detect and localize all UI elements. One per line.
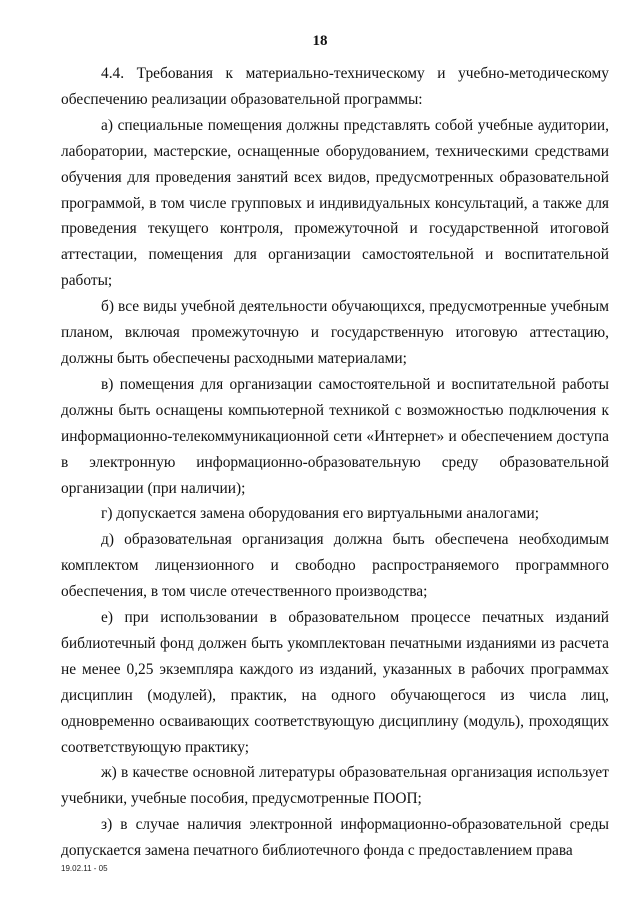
section-heading-paragraph: 4.4. Требования к материально-техническому и учебно-методическому обеспечению реализации образовательной программы: [61,65,609,108]
list-item-d: д) образовательная организация должна быть обеспечена необходимым комплектом лицензионного и свободно распространяемого программного обеспечения, в том числе отечественного производства; [61,531,609,601]
list-item-e: е) при использовании в образовательном процессе печатных изданий библиотечный фонд должен быть укомплектован печатными изданиями из расчета не менее 0,25 экземпляра каждого из изданий, указанных в рабочих программах дисциплин (модулей), практик, на одного обучающегося из числа лиц, одновременно осваивающих соответствующую дисциплину (модуль), проходящих соответствующую практику; [61,609,609,756]
list-item-zh: ж) в качестве основной литературы образовательная организация использует учебники, учебные пособия, предусмотренные ПООП; [61,764,609,808]
list-item-a: а) специальные помещения должны представлять собой учебные аудитории, лаборатории, мастерские, оснащенные оборудованием, техническими средствами обучения для проведения занятий всех видов, предусмотренных образовательной программой, в том числе групповых и индивидуальных консультаций, а также для проведения текущего контроля, промежуточной и государственной итоговой аттестации, помещения для организации самостоятельной и воспитательной работы; [61,116,609,290]
list-item-g: г) допускается замена оборудования его виртуальными аналогами; [101,505,539,523]
list-item-b: б) все виды учебной деятельности обучающихся, предусмотренные учебным планом, включая промежуточную и государственную итоговую аттестацию, должны быть обеспечены расходными материалами; [61,298,609,367]
document-body [61,61,609,864]
list-item-z: з) в случае наличия электронной информационно-образовательной среды допускается замена печатного библиотечного фонда с предоставлением права [61,816,609,860]
document-code-footer: 19.02.11 - 05 [61,864,108,873]
page-number: 18 [312,33,328,49]
list-item-v: в) помещения для организации самостоятельной и воспитательной работы должны быть оснащены компьютерной техникой с возможностью подключения к информационно-телекоммуникационной сети «Интернет» и обеспечением доступа в электронную информационно-образовательную среду образовательной организации (при наличии); [61,375,609,497]
